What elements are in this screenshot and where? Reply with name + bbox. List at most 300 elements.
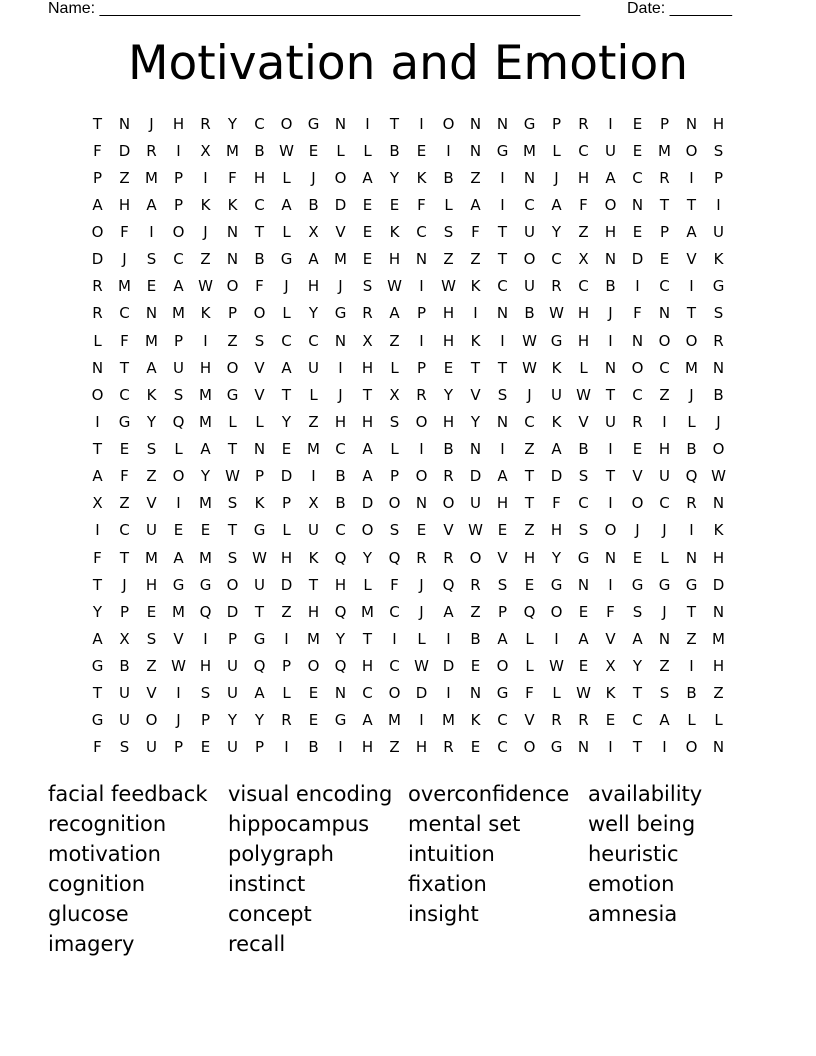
grid-letter: R (632, 412, 643, 431)
word-list-item: fixation (408, 872, 487, 896)
grid-letter: F (579, 195, 588, 214)
grid-letter: I (176, 684, 181, 703)
grid-letter: W (225, 467, 240, 486)
word-list-item: amnesia (588, 902, 678, 926)
grid-letter: I (608, 440, 613, 458)
grid-letter: P (416, 304, 427, 323)
date-field-label: Date: _______ (627, 0, 732, 17)
grid-letter: E (200, 521, 211, 540)
grid-letter: P (119, 602, 130, 621)
grid-letter: C (632, 711, 643, 730)
grid-letter: P (227, 629, 238, 648)
grid-letter: E (524, 575, 535, 594)
grid-letter: Z (200, 250, 211, 269)
grid-letter: Y (470, 412, 481, 431)
grid-letter: R (362, 304, 373, 323)
grid-letter: X (389, 385, 400, 404)
grid-letter: H (307, 277, 320, 296)
grid-letter: O (631, 358, 644, 377)
grid-letter: I (608, 575, 613, 594)
grid-letter: U (119, 711, 130, 730)
grid-letter: F (525, 684, 534, 703)
grid-letter: M (199, 548, 212, 567)
grid-letter: Z (281, 602, 292, 621)
grid-letter: X (200, 141, 211, 160)
grid-letter: Z (119, 168, 130, 187)
grid-letter: A (308, 250, 319, 269)
grid-letter: U (308, 358, 319, 377)
grid-letter: M (199, 494, 212, 513)
grid-letter: L (309, 385, 318, 404)
grid-letter: M (307, 440, 320, 458)
grid-letter: D (280, 467, 293, 486)
grid-letter: G (523, 114, 536, 133)
grid-letter: D (550, 467, 563, 486)
grid-letter: Y (227, 711, 238, 730)
grid-letter: A (281, 358, 292, 377)
grid-letter: Y (389, 168, 400, 187)
grid-letter: O (685, 141, 698, 160)
grid-letter: O (388, 684, 401, 703)
grid-letter: E (389, 195, 400, 214)
grid-letter: P (254, 467, 265, 486)
word-list-item: instinct (228, 872, 306, 896)
grid-letter: C (173, 250, 184, 269)
grid-letter: J (635, 521, 640, 540)
grid-letter: N (469, 684, 482, 703)
grid-letter: W (414, 657, 429, 675)
grid-letter: X (362, 331, 373, 350)
grid-letter: F (120, 223, 129, 241)
grid-letter: Y (281, 412, 292, 431)
grid-letter: E (416, 521, 427, 540)
grid-letter: I (608, 114, 613, 133)
grid-letter: G (496, 684, 509, 703)
grid-letter: J (608, 304, 613, 323)
grid-letter: I (446, 684, 451, 703)
grid-letter: I (338, 738, 343, 757)
grid-letter: J (203, 223, 208, 241)
grid-letter: F (120, 467, 129, 486)
word-list-item: intuition (408, 842, 495, 866)
grid-letter: H (523, 548, 536, 567)
grid-letter: T (281, 385, 292, 404)
grid-letter: D (334, 195, 347, 214)
grid-letter: R (470, 575, 481, 594)
grid-letter: I (689, 657, 694, 675)
grid-letter: T (227, 521, 238, 540)
grid-letter: Z (524, 440, 535, 458)
grid-letter: L (363, 141, 372, 160)
grid-letter: C (416, 223, 427, 241)
grid-letter: B (308, 195, 319, 214)
grid-letter: K (713, 250, 724, 269)
grid-letter: Z (470, 602, 481, 621)
grid-letter: O (91, 223, 104, 241)
grid-letter: X (308, 223, 319, 241)
grid-letter: E (146, 602, 157, 621)
grid-letter: B (578, 440, 589, 458)
grid-letter: G (712, 277, 725, 296)
grid-letter: D (442, 657, 455, 675)
grid-letter: O (172, 467, 185, 486)
grid-letter: S (227, 548, 238, 567)
grid-letter: G (496, 141, 509, 160)
grid-letter: E (362, 195, 373, 214)
grid-letter: P (713, 168, 724, 187)
grid-letter: N (604, 250, 617, 269)
grid-letter: I (149, 223, 154, 241)
grid-letter: W (252, 548, 267, 567)
grid-letter: U (713, 223, 724, 241)
grid-letter: P (173, 195, 184, 214)
grid-letter: P (227, 304, 238, 323)
grid-letter: T (524, 467, 535, 486)
grid-letter: G (550, 331, 563, 350)
grid-letter: P (173, 168, 184, 187)
grid-letter: M (226, 141, 239, 160)
grid-letter: Y (200, 467, 211, 486)
grid-letter: I (500, 331, 505, 350)
grid-letter: C (659, 277, 670, 296)
grid-letter: L (417, 629, 426, 648)
grid-letter: C (578, 494, 589, 513)
grid-letter: L (174, 440, 183, 458)
grid-letter: I (500, 168, 505, 187)
grid-letter: L (282, 223, 291, 241)
grid-letter: G (550, 738, 563, 757)
grid-letter: L (525, 629, 534, 648)
grid-letter: T (92, 684, 103, 703)
grid-letter: U (605, 412, 616, 431)
grid-letter: C (335, 521, 346, 540)
word-list-item: heuristic (588, 842, 679, 866)
grid-letter: J (527, 385, 532, 404)
grid-letter: I (662, 412, 667, 431)
grid-letter: Y (92, 602, 103, 621)
grid-letter: A (551, 195, 562, 214)
grid-letter: N (685, 114, 698, 133)
grid-letter: S (497, 385, 508, 404)
grid-letter: A (362, 467, 373, 486)
grid-letter: D (91, 250, 104, 269)
grid-letter: X (605, 657, 616, 675)
grid-letter: H (361, 412, 374, 431)
grid-letter: J (122, 575, 127, 594)
grid-letter: B (605, 277, 616, 296)
grid-letter: Y (335, 629, 346, 648)
grid-letter: V (686, 250, 697, 269)
grid-letter: E (281, 440, 292, 458)
grid-letter: Z (659, 657, 670, 675)
grid-letter: H (658, 440, 671, 458)
grid-letter: I (716, 195, 721, 214)
grid-letter: T (92, 575, 103, 594)
grid-letter: O (253, 304, 266, 323)
grid-letter: H (442, 331, 455, 350)
grid-letter: V (497, 548, 508, 567)
grid-letter: I (446, 141, 451, 160)
grid-letter: L (93, 331, 102, 350)
grid-letter: T (497, 223, 508, 241)
grid-letter: H (712, 657, 725, 675)
grid-letter: Z (146, 657, 157, 675)
grid-letter: J (149, 114, 154, 133)
grid-letter: Y (308, 304, 319, 323)
grid-letter: A (686, 223, 697, 241)
grid-letter: N (334, 114, 347, 133)
grid-letter: H (145, 575, 158, 594)
grid-letter: B (524, 304, 535, 323)
grid-letter: K (146, 385, 157, 404)
grid-letter: V (578, 412, 589, 431)
grid-letter: L (714, 711, 723, 730)
grid-letter: Y (362, 548, 373, 567)
grid-letter: S (713, 304, 724, 323)
grid-letter: N (469, 114, 482, 133)
grid-letter: W (549, 304, 564, 323)
grid-letter: A (362, 711, 373, 730)
grid-letter: I (419, 331, 424, 350)
grid-letter: J (662, 521, 667, 540)
grid-letter: O (442, 494, 455, 513)
grid-letter: C (632, 385, 643, 404)
grid-letter: Q (685, 467, 698, 486)
grid-letter: M (523, 141, 536, 160)
grid-letter: P (281, 657, 292, 675)
grid-letter: N (334, 684, 347, 703)
grid-letter: A (443, 602, 454, 621)
grid-letter: H (199, 358, 212, 377)
grid-letter: T (497, 358, 508, 377)
grid-letter: H (604, 223, 617, 241)
grid-letter: Z (119, 494, 130, 513)
grid-letter: P (659, 223, 670, 241)
grid-letter: C (389, 602, 400, 621)
grid-letter: W (549, 657, 564, 675)
grid-letter: Z (389, 738, 400, 757)
grid-letter: K (254, 494, 265, 513)
grid-letter: O (523, 250, 536, 269)
grid-letter: F (120, 331, 129, 350)
grid-letter: U (146, 521, 157, 540)
grid-letter: G (226, 385, 239, 404)
grid-letter: H (253, 168, 266, 187)
grid-letter: J (419, 602, 424, 621)
grid-letter: I (176, 494, 181, 513)
grid-letter: M (388, 711, 401, 730)
grid-letter: O (685, 331, 698, 350)
grid-letter: R (578, 114, 589, 133)
grid-letter: M (307, 629, 320, 648)
grid-letter: K (470, 277, 481, 296)
grid-letter: D (712, 575, 725, 594)
grid-letter: I (500, 195, 505, 214)
grid-letter: H (577, 168, 590, 187)
word-list-item: insight (408, 902, 479, 926)
grid-letter: R (416, 548, 427, 567)
grid-letter: U (470, 494, 481, 513)
grid-letter: T (308, 575, 319, 594)
grid-letter: C (632, 168, 643, 187)
grid-letter: O (334, 168, 347, 187)
grid-letter: Z (578, 223, 589, 241)
grid-letter: B (443, 168, 454, 187)
grid-letter: V (632, 467, 643, 486)
grid-letter: A (146, 195, 157, 214)
grid-letter: M (658, 141, 671, 160)
grid-letter: E (173, 521, 184, 540)
grid-letter: C (308, 331, 319, 350)
grid-letter: M (145, 168, 158, 187)
grid-letter: U (227, 738, 238, 757)
grid-letter: R (659, 168, 670, 187)
grid-letter: E (578, 657, 589, 675)
grid-letter: A (92, 195, 103, 214)
grid-letter: L (525, 657, 534, 675)
grid-letter: Y (254, 711, 265, 730)
grid-letter: G (334, 711, 347, 730)
grid-letter: I (419, 114, 424, 133)
grid-letter: L (282, 168, 291, 187)
grid-letter: O (658, 331, 671, 350)
word-list (48, 779, 768, 959)
grid-letter: P (389, 467, 400, 486)
grid-letter: P (497, 602, 508, 621)
grid-letter: N (604, 548, 617, 567)
word-list-item: facial feedback (48, 782, 208, 806)
grid-letter: Y (551, 223, 562, 241)
grid-letter: S (578, 521, 589, 540)
grid-letter: K (605, 684, 616, 703)
grid-letter: W (522, 331, 537, 350)
grid-letter: V (470, 385, 481, 404)
grid-letter: I (662, 738, 667, 757)
grid-letter: B (335, 467, 346, 486)
grid-letter: H (712, 114, 725, 133)
grid-letter: O (226, 358, 239, 377)
grid-letter: A (470, 195, 481, 214)
grid-letter: D (226, 602, 239, 621)
grid-letter: J (338, 385, 343, 404)
grid-letter: E (362, 250, 373, 269)
grid-letter: O (280, 114, 293, 133)
grid-letter: F (255, 277, 264, 296)
grid-letter: R (443, 467, 454, 486)
grid-letter: E (362, 223, 373, 241)
grid-letter: I (365, 114, 370, 133)
grid-letter: T (632, 738, 643, 757)
grid-letter: J (716, 412, 721, 431)
grid-letter: M (199, 412, 212, 431)
grid-letter: I (284, 738, 289, 757)
grid-letter: S (497, 575, 508, 594)
grid-letter: U (659, 467, 670, 486)
grid-letter: I (95, 412, 100, 431)
grid-letter: V (443, 521, 454, 540)
grid-letter: B (686, 684, 697, 703)
grid-letter: E (632, 548, 643, 567)
grid-letter: O (307, 657, 320, 675)
grid-letter: N (658, 304, 671, 323)
grid-letter: G (253, 521, 266, 540)
grid-letter: E (308, 141, 319, 160)
grid-letter: B (119, 657, 130, 675)
grid-letter: B (470, 629, 481, 648)
grid-letter: S (578, 467, 589, 486)
grid-letter: S (254, 331, 265, 350)
grid-letter: O (415, 467, 428, 486)
grid-letter: N (604, 358, 617, 377)
grid-letter: K (200, 304, 211, 323)
grid-letter: W (387, 277, 402, 296)
grid-letter: G (118, 412, 131, 431)
grid-letter: E (470, 657, 481, 675)
grid-letter: O (145, 711, 158, 730)
grid-letter: M (199, 385, 212, 404)
grid-letter: K (551, 358, 562, 377)
grid-letter: T (524, 494, 535, 513)
grid-letter: R (200, 114, 211, 133)
grid-letter: N (712, 602, 725, 621)
grid-letter: C (659, 494, 670, 513)
grid-letter: A (173, 277, 184, 296)
grid-letter: L (579, 358, 588, 377)
grid-letter: O (388, 494, 401, 513)
grid-letter: H (550, 521, 563, 540)
grid-letter: H (442, 304, 455, 323)
grid-letter: H (307, 602, 320, 621)
grid-letter: S (713, 141, 724, 160)
grid-letter: R (713, 331, 724, 350)
grid-letter: A (632, 629, 643, 648)
grid-letter: J (338, 277, 343, 296)
grid-letter: E (632, 223, 643, 241)
grid-letter: M (712, 629, 725, 648)
grid-letter: A (578, 629, 589, 648)
grid-letter: H (496, 494, 509, 513)
grid-letter: W (576, 684, 591, 703)
grid-letter: F (417, 195, 426, 214)
word-list-item: hippocampus (228, 812, 370, 836)
grid-letter: A (146, 358, 157, 377)
grid-letter: C (254, 195, 265, 214)
grid-letter: C (362, 684, 373, 703)
grid-letter: B (335, 494, 346, 513)
grid-letter: L (282, 521, 291, 540)
grid-letter: O (91, 385, 104, 404)
word-list-item: visual encoding (228, 782, 393, 806)
grid-letter: T (470, 358, 481, 377)
grid-letter: T (686, 304, 697, 323)
grid-letter: B (254, 141, 265, 160)
grid-letter: L (660, 548, 669, 567)
word-list-item: recognition (48, 812, 167, 836)
grid-letter: B (713, 385, 724, 404)
grid-letter: C (119, 385, 130, 404)
grid-letter: N (577, 575, 590, 594)
grid-letter: V (146, 684, 157, 703)
grid-letter: I (689, 277, 694, 296)
grid-letter: R (551, 277, 562, 296)
grid-letter: E (416, 141, 427, 160)
grid-letter: J (311, 168, 316, 187)
grid-letter: N (469, 141, 482, 160)
grid-letter: Z (308, 412, 319, 431)
word-list-item: well being (588, 812, 696, 836)
grid-letter: A (92, 467, 103, 486)
grid-letter: P (200, 711, 211, 730)
